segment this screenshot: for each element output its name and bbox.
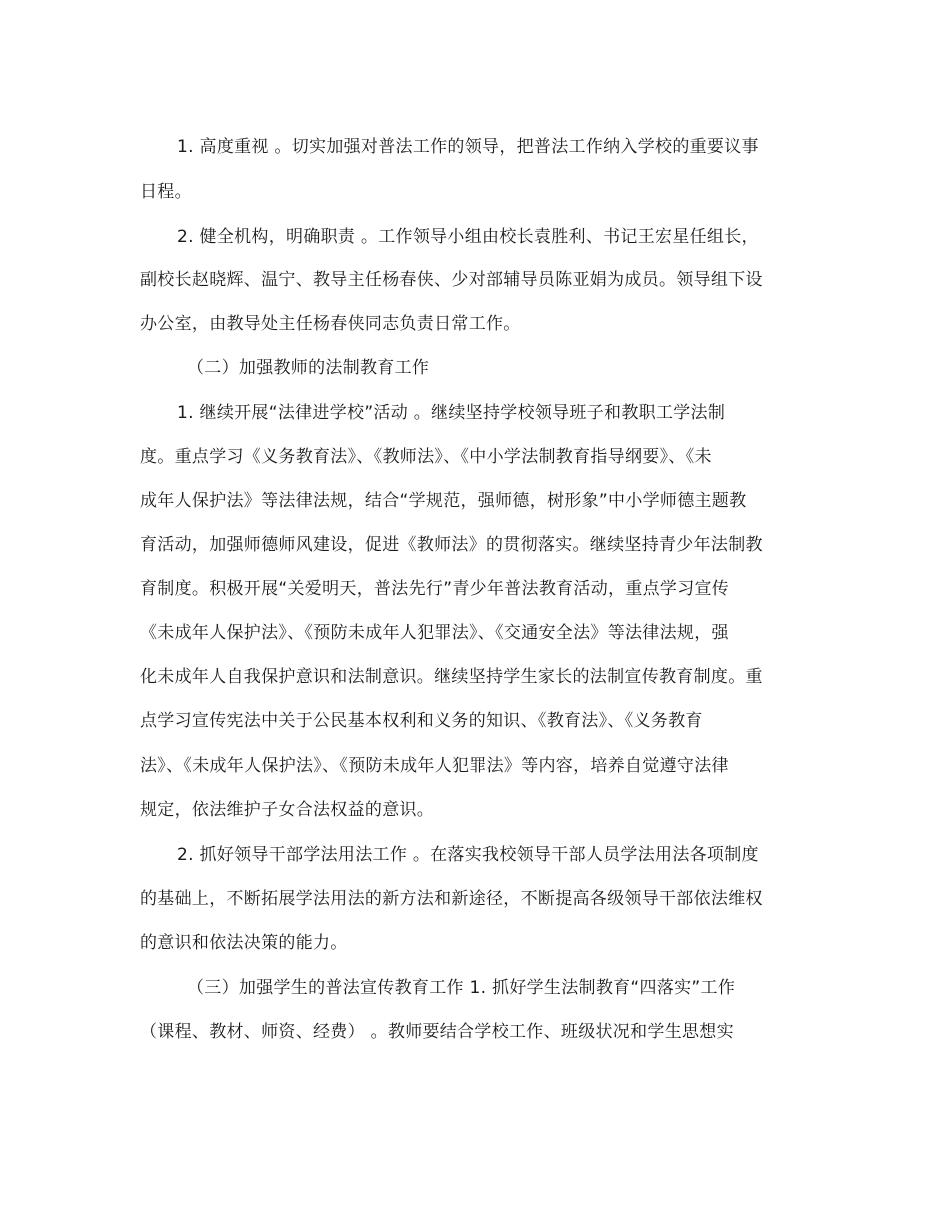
paragraph-line: 育制度。积极开展“关爱明天，普法先行”青少年普法教育活动，重点学习宣传 [140, 579, 730, 599]
paragraph-line: 2. 抓好领导干部学法用法工作 。在落实我校领导干部人员学法用法各项制度 [177, 845, 759, 865]
paragraph-line: 育活动，加强师德师风建设，促进《教师法》的贯彻落实。继续坚持青少年法制教 [140, 535, 763, 555]
paragraph-line: 的意识和依法决策的能力。 [140, 933, 348, 953]
paragraph-line: 2. 健全机构，明确职责 。工作领导小组由校长袁胜利、书记王宏星任组长， [177, 227, 759, 247]
paragraph-line: 成年人保护法》等法律法规，结合“学规范，强师德，树形象”中小学师德主题教 [140, 491, 747, 511]
section-heading: （三）加强学生的普法宣传教育工作 1. 抓好学生法制教育“四落实”工作 [187, 978, 736, 998]
paragraph-line: （课程、教材、师资、经费） 。教师要结合学校工作、班级状况和学生思想实 [140, 1022, 734, 1042]
paragraph-line: 1. 继续开展“法律进学校”活动 。继续坚持学校领导班子和教职工学法制 [177, 403, 726, 423]
paragraph-line: 点学习宣传宪法中关于公民基本权利和义务的知识、《教育法》、《义务教育 [140, 711, 703, 731]
paragraph-line: 1. 高度重视 。切实加强对普法工作的领导，把普法工作纳入学校的重要议事 [177, 137, 759, 157]
paragraph-line: 办公室，由教导处主任杨春侠同志负责日常工作。 [140, 314, 521, 334]
paragraph-line: 《未成年人保护法》、《预防未成年人犯罪法》、《交通安全法》等法律法规，强 [140, 623, 729, 643]
paragraph-line: 副校长赵晓辉、温宁、教导主任杨春侠、少对部辅导员陈亚娟为成员。领导组下设 [140, 270, 763, 290]
paragraph-line: 规定，依法维护子女合法权益的意识。 [140, 800, 435, 820]
paragraph-line: 的基础上，不断拓展学法用法的新方法和新途径，不断提高各级领导干部依法维权 [140, 889, 763, 909]
paragraph-line: 日程。 [140, 182, 192, 202]
paragraph-line: 度。重点学习《义务教育法》、《教师法》、《中小学法制教育指导纲要》、《未 [140, 447, 712, 467]
section-heading: （二）加强教师的法制教育工作 [187, 358, 430, 378]
paragraph-line: 化未成年人自我保护意识和法制意识。继续坚持学生家长的法制宣传教育制度。重 [140, 667, 763, 687]
paragraph-line: 法》、《未成年人保护法》、《预防未成年人犯罪法》等内容，培养自觉遵守法律 [140, 756, 729, 776]
